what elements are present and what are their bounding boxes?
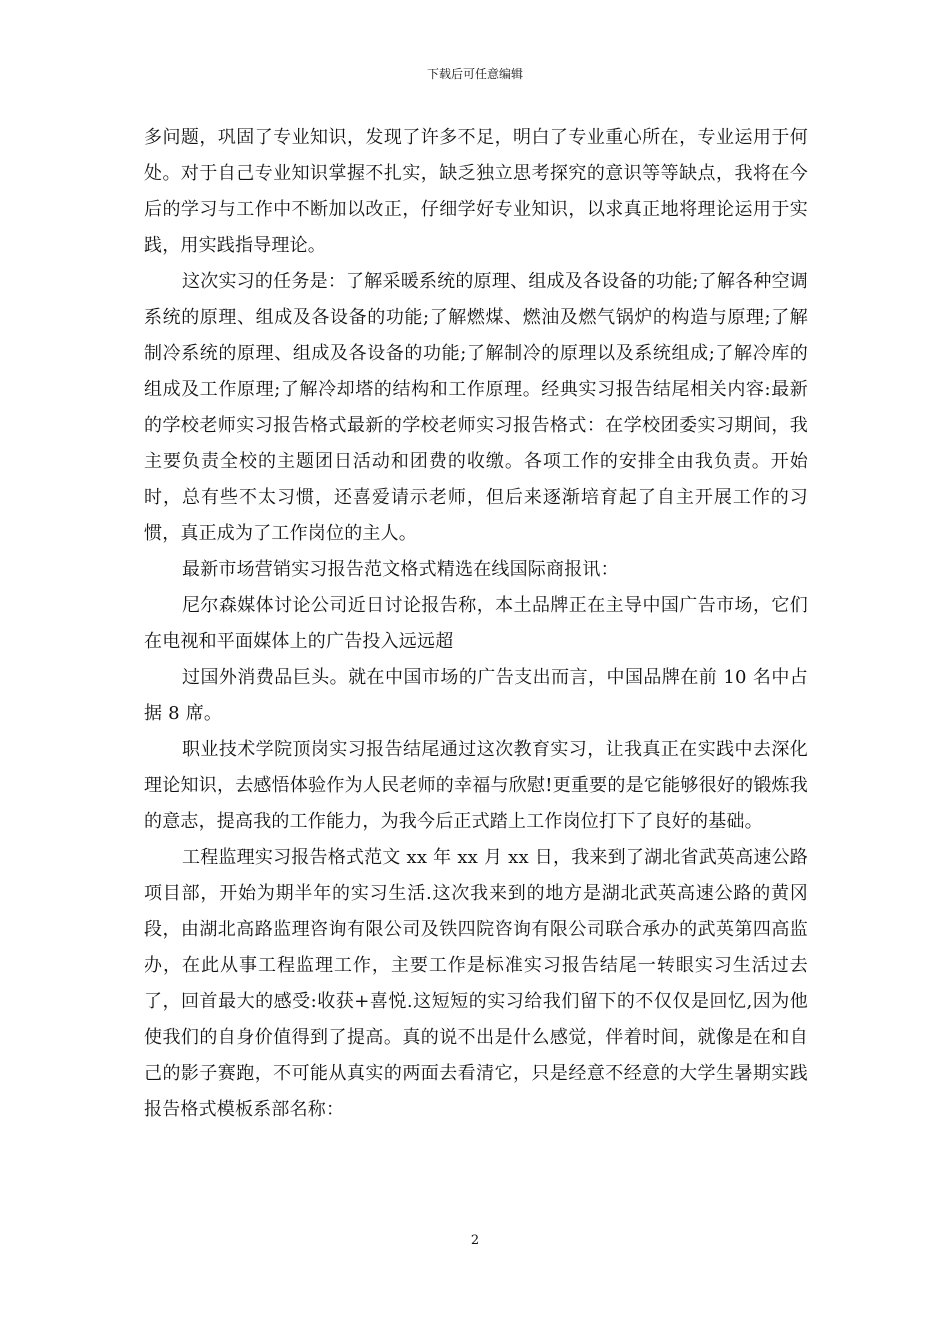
page-header: 下载后可任意编辑 — [426, 67, 523, 81]
paragraph-6: 职业技术学院顶岗实习报告结尾通过这次教育实习，让我真正在实践中去深化理论知识，去感悟体验作为人民老师的幸福与欣慰!更重要的是它能够很好的锻炼我的意志，提高我的工作能力，为我今后正式踏上工作岗位打下了良好的基础。 — [144, 739, 808, 832]
paragraph-7: 工程监理实习报告格式范文 xx 年 xx 月 xx 日，我来到了湖北省武英高速公路项目部，开始为期半年的实习生活.这次我来到的地方是湖北武英高速公路的黄冈段，由湖北高路监理咨询有限公司及铁四院咨询有限公司联合承办的武英第四高监办，在此从事工程监理工作，主要工作是标准实习报告结尾一转眼实习生活过去了，回首最大的感受:收获+喜悦.这短短的实习给我们留下的不仅仅是回忆,因为他使我们的自身价值得到了提高。真的说不出是什么感觉，伴着时间，就像是在和自己的影子赛跑，不可能从真实的两面去看清它，只是经意不经意的大学生暑期实践报告格式模板系部名称： — [144, 847, 808, 1120]
paragraph-4: 尼尔森媒体讨论公司近日讨论报告称，本土品牌正在主导中国广告市场，它们在电视和平面媒体上的广告投入远远超 — [144, 595, 808, 652]
paragraph-5: 过国外消费品巨头。就在中国市场的广告支出而言，中国品牌在前 10 名中占据 8 席。 — [144, 667, 808, 724]
paragraph-2: 这次实习的任务是：了解采暖系统的原理、组成及各设备的功能;了解各种空调系统的原理、组成及各设备的功能;了解燃煤、燃油及燃气锅炉的构造与原理;了解制冷系统的原理、组成及各设备的功能;了解制冷的原理以及系统组成;了解冷库的组成及工作原理;了解冷却塔的结构和工作原理。经典实习报告结尾相关内容:最新的学校老师实习报告格式最新的学校老师实习报告格式：在学校团委实习期间，我主要负责全校的主题团日活动和团费的收缴。各项工作的安排全由我负责。开始时，总有些不太习惯，还喜爱请示老师，但后来逐渐培育起了自主开展工作的习惯，真正成为了工作岗位的主人。 — [144, 271, 808, 544]
document-body — [144, 120, 808, 1128]
paragraph-3: 最新市场营销实习报告范文格式精选在线国际商报讯： — [182, 559, 619, 580]
paragraph-1: 多问题，巩固了专业知识，发现了许多不足，明白了专业重心所在，专业运用于何处。对于自己专业知识掌握不扎实，缺乏独立思考探究的意识等等缺点，我将在今后的学习与工作中不断加以改正，仔细学好专业知识，以求真正地将理论运用于实践，用实践指导理论。 — [144, 127, 808, 256]
page-number: 2 — [470, 1233, 480, 1248]
